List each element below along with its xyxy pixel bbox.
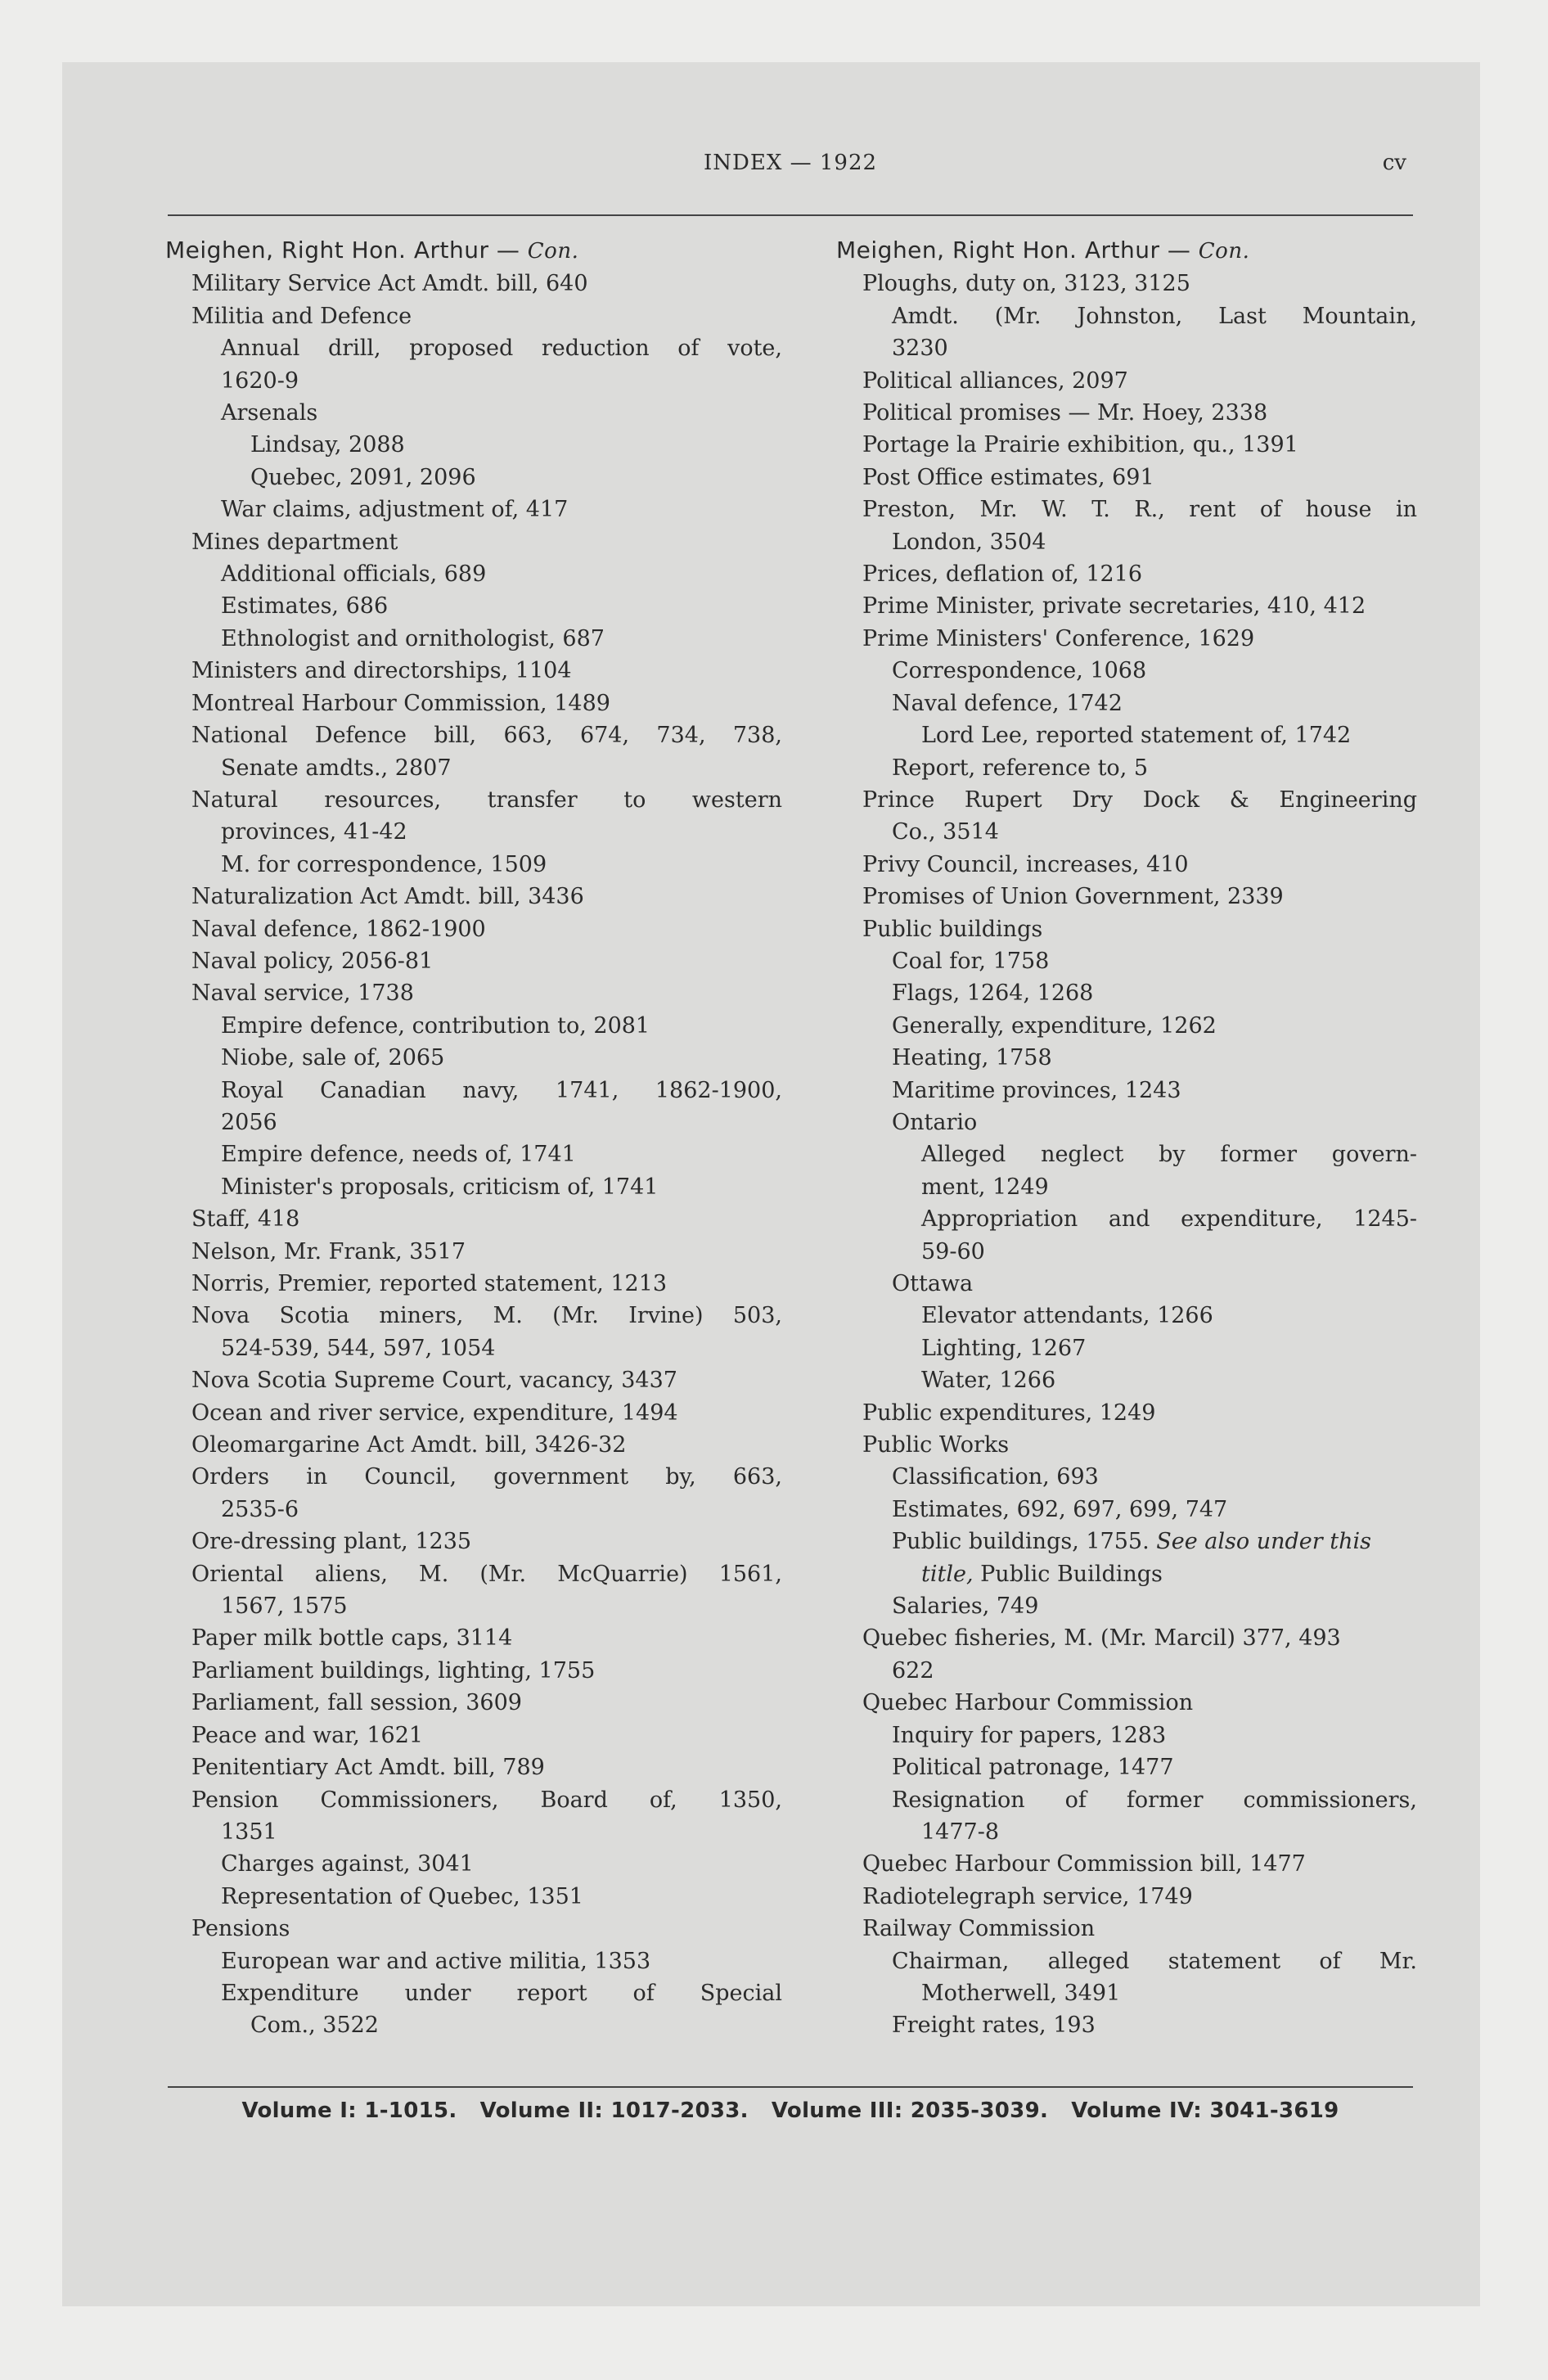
index-entry: Lighting, 1267 bbox=[921, 1335, 1087, 1361]
index-entry: Heating, 1758 bbox=[892, 1045, 1052, 1071]
index-entry: Prime Ministers' Conference, 1629 bbox=[862, 625, 1255, 651]
heading-name: Meighen, Right Hon. Arthur — bbox=[165, 237, 520, 264]
heading-continued: Con. bbox=[1198, 239, 1250, 264]
index-entry: Naval policy, 2056-81 bbox=[191, 948, 434, 974]
index-entry: Minister's proposals, criticism of, 1741 bbox=[221, 1174, 659, 1200]
index-entry: Ethnologist and ornithologist, 687 bbox=[221, 625, 605, 651]
index-entry: Ore-dressing plant, 1235 bbox=[191, 1529, 472, 1555]
index-entry: Additional officials, 689 bbox=[221, 561, 487, 588]
index-entry: Generally, expenditure, 1262 bbox=[892, 1012, 1217, 1039]
index-entry: Coal for, 1758 bbox=[892, 948, 1050, 974]
index-entry-continuation: 524-539, 544, 597, 1054 bbox=[221, 1335, 496, 1361]
index-entry: Resignation of former commissioners, bbox=[892, 1787, 1417, 1813]
index-entry: Alleged neglect by former govern- bbox=[921, 1142, 1417, 1168]
index-entry: Quebec, 2091, 2096 bbox=[250, 464, 476, 490]
index-entry-continuation: 1567, 1575 bbox=[221, 1593, 348, 1620]
index-entry-continuation: 2056 bbox=[221, 1109, 277, 1135]
index-entry: Paper milk bottle caps, 3114 bbox=[191, 1625, 513, 1652]
index-entry: Nelson, Mr. Frank, 3517 bbox=[191, 1238, 466, 1264]
index-entry: Prince Rupert Dry Dock & Engineering bbox=[862, 787, 1417, 813]
index-entry: Peace and war, 1621 bbox=[191, 1722, 424, 1748]
index-entry: Niobe, sale of, 2065 bbox=[221, 1045, 445, 1071]
index-entry: Inquiry for papers, 1283 bbox=[892, 1722, 1167, 1748]
index-entry: Political alliances, 2097 bbox=[862, 367, 1128, 394]
index-entry-continuation: Co., 3514 bbox=[892, 819, 999, 845]
index-entry: Naval defence, 1862-1900 bbox=[191, 916, 486, 942]
page-number: cv bbox=[1382, 151, 1406, 175]
index-entry: Prime Minister, private secretaries, 410, 412 bbox=[862, 593, 1366, 620]
index-entry: Salaries, 749 bbox=[892, 1593, 1039, 1620]
index-entry: Orders in Council, government by, 663, bbox=[191, 1464, 782, 1490]
index-entry: Estimates, 686 bbox=[221, 593, 389, 620]
index-entry: Classification, 693 bbox=[892, 1464, 1099, 1490]
index-entry-continuation: 2535-6 bbox=[221, 1496, 299, 1522]
index-entry-continuation: Motherwell, 3491 bbox=[921, 1980, 1121, 2006]
index-entry: Lord Lee, reported statement of, 1742 bbox=[921, 723, 1352, 749]
header-rule bbox=[168, 214, 1413, 216]
index-entry: Naturalization Act Amdt. bill, 3436 bbox=[191, 884, 584, 910]
index-entry: Quebec fisheries, M. (Mr. Marcil) 377, 493 bbox=[862, 1625, 1341, 1652]
index-entry-text: Public Buildings bbox=[980, 1561, 1163, 1587]
index-entry: Oleomargarine Act Amdt. bill, 3426-32 bbox=[191, 1432, 627, 1458]
index-entry-continuation: provinces, 41-42 bbox=[221, 819, 407, 845]
heading-continued: Con. bbox=[527, 239, 579, 264]
index-entry: War claims, adjustment of, 417 bbox=[221, 497, 569, 523]
index-entry-continuation: London, 3504 bbox=[892, 529, 1046, 555]
volume-ranges-footer: Volume I: 1-1015. Volume II: 1017-2033. Volume III: 2035-3039. Volume IV: 3041-3619 bbox=[241, 2098, 1339, 2123]
index-entry: Radiotelegraph service, 1749 bbox=[862, 1883, 1193, 1909]
index-entry: Lindsay, 2088 bbox=[250, 432, 405, 458]
index-entry: Political patronage, 1477 bbox=[892, 1755, 1174, 1781]
index-entry: Military Service Act Amdt. bill, 640 bbox=[191, 271, 588, 297]
index-entry-continuation: Com., 3522 bbox=[250, 2013, 379, 2039]
column-heading bbox=[165, 234, 782, 268]
index-entry: Amdt. (Mr. Johnston, Last Mountain, bbox=[892, 303, 1417, 329]
index-entry: Nova Scotia miners, M. (Mr. Irvine) 503, bbox=[191, 1303, 782, 1329]
index-entry: Railway Commission bbox=[862, 1916, 1096, 1942]
index-entry: Nova Scotia Supreme Court, vacancy, 3437 bbox=[191, 1368, 677, 1394]
cross-reference: title, bbox=[921, 1561, 974, 1587]
index-entry: Report, reference to, 5 bbox=[892, 755, 1149, 781]
index-entry: Water, 1266 bbox=[921, 1368, 1056, 1394]
index-entry: Preston, Mr. W. T. R., rent of house in bbox=[862, 497, 1417, 523]
index-column-left bbox=[165, 234, 782, 2042]
index-entry: Portage la Prairie exhibition, qu., 1391 bbox=[862, 432, 1298, 458]
index-entry: Annual drill, proposed reduction of vote, bbox=[221, 336, 782, 362]
index-entry: Montreal Harbour Commission, 1489 bbox=[191, 690, 610, 716]
index-entry: Freight rates, 193 bbox=[892, 2013, 1096, 2039]
index-entry: M. for correspondence, 1509 bbox=[221, 851, 547, 877]
page-title: INDEX — 1922 bbox=[703, 151, 878, 175]
index-entry: Oriental aliens, M. (Mr. McQuarrie) 1561, bbox=[191, 1561, 782, 1587]
page-header bbox=[168, 151, 1413, 183]
index-entry: Quebec Harbour Commission bill, 1477 bbox=[862, 1851, 1306, 1877]
index-entry: Naval defence, 1742 bbox=[892, 690, 1123, 716]
index-entry-continuation bbox=[836, 1558, 1417, 1590]
index-entry: Promises of Union Government, 2339 bbox=[862, 884, 1284, 910]
index-entry: Militia and Defence bbox=[191, 303, 412, 329]
index-entry: Pension Commissioners, Board of, 1350, bbox=[191, 1787, 782, 1813]
index-entry: Arsenals bbox=[221, 400, 318, 426]
index-entry-text: Public buildings, 1755. bbox=[892, 1529, 1150, 1555]
index-entry: Quebec Harbour Commission bbox=[862, 1690, 1194, 1716]
index-entry: Post Office estimates, 691 bbox=[862, 464, 1154, 490]
index-entry: Prices, deflation of, 1216 bbox=[862, 561, 1143, 588]
index-entry: Staff, 418 bbox=[191, 1206, 300, 1233]
index-entry: Representation of Quebec, 1351 bbox=[221, 1883, 583, 1909]
index-entry-continuation: 59-60 bbox=[921, 1238, 985, 1264]
index-entry: Parliament, fall session, 3609 bbox=[191, 1690, 522, 1716]
index-entry: Appropriation and expenditure, 1245- bbox=[921, 1206, 1417, 1233]
index-entry: Public Works bbox=[862, 1432, 1010, 1458]
index-entry: Chairman, alleged statement of Mr. bbox=[892, 1948, 1417, 1974]
index-entry-continuation: Senate amdts., 2807 bbox=[221, 755, 452, 781]
index-entry: Public expenditures, 1249 bbox=[862, 1400, 1156, 1426]
index-entry-continuation: ment, 1249 bbox=[921, 1174, 1049, 1200]
index-entry: Public buildings bbox=[862, 916, 1043, 942]
index-entry: Mines department bbox=[191, 529, 398, 555]
index-entry: Ploughs, duty on, 3123, 3125 bbox=[862, 271, 1190, 297]
heading-name: Meighen, Right Hon. Arthur — bbox=[836, 237, 1191, 264]
index-entry bbox=[836, 1526, 1417, 1557]
index-entry: Royal Canadian navy, 1741, 1862-1900, bbox=[221, 1077, 782, 1103]
index-entry-continuation: 1351 bbox=[221, 1819, 277, 1845]
index-entry: Privy Council, increases, 410 bbox=[862, 851, 1189, 877]
index-entry: Empire defence, contribution to, 2081 bbox=[221, 1012, 650, 1039]
index-entry-continuation: 1477-8 bbox=[921, 1819, 1000, 1845]
index-entry: Parliament buildings, lighting, 1755 bbox=[191, 1657, 596, 1684]
index-entry: Expenditure under report of Special bbox=[221, 1980, 782, 2006]
index-entry: Charges against, 3041 bbox=[221, 1851, 474, 1877]
index-entry: Natural resources, transfer to western bbox=[191, 787, 782, 813]
index-entry: Ottawa bbox=[892, 1271, 974, 1296]
index-entry: Elevator attendants, 1266 bbox=[921, 1303, 1213, 1329]
index-entry: Ministers and directorships, 1104 bbox=[191, 658, 572, 684]
footer-rule bbox=[168, 2086, 1413, 2088]
index-entry: Ocean and river service, expenditure, 1494 bbox=[191, 1400, 678, 1426]
index-entry-continuation: 3230 bbox=[892, 336, 948, 362]
cross-reference: See also under this bbox=[1156, 1529, 1371, 1555]
index-entry-continuation: 622 bbox=[892, 1657, 934, 1684]
index-entry: Penitentiary Act Amdt. bill, 789 bbox=[191, 1755, 545, 1781]
index-entry: Political promises — Mr. Hoey, 2338 bbox=[862, 400, 1268, 426]
column-heading bbox=[836, 234, 1417, 268]
index-entry: Pensions bbox=[191, 1916, 290, 1942]
index-entry: Ontario bbox=[892, 1109, 978, 1135]
index-entry: Estimates, 692, 697, 699, 747 bbox=[892, 1496, 1228, 1522]
index-entry: European war and active militia, 1353 bbox=[221, 1948, 651, 1974]
index-entry: Correspondence, 1068 bbox=[892, 658, 1147, 684]
index-entry: National Defence bill, 663, 674, 734, 738, bbox=[191, 723, 782, 749]
index-entry: Norris, Premier, reported statement, 1213 bbox=[191, 1271, 668, 1296]
index-entry: Flags, 1264, 1268 bbox=[892, 980, 1094, 1007]
index-entry: Naval service, 1738 bbox=[191, 980, 414, 1007]
index-entry-continuation: 1620-9 bbox=[221, 367, 299, 394]
index-entry: Empire defence, needs of, 1741 bbox=[221, 1142, 576, 1168]
index-entry: Maritime provinces, 1243 bbox=[892, 1077, 1181, 1103]
index-column-right bbox=[836, 234, 1417, 2042]
